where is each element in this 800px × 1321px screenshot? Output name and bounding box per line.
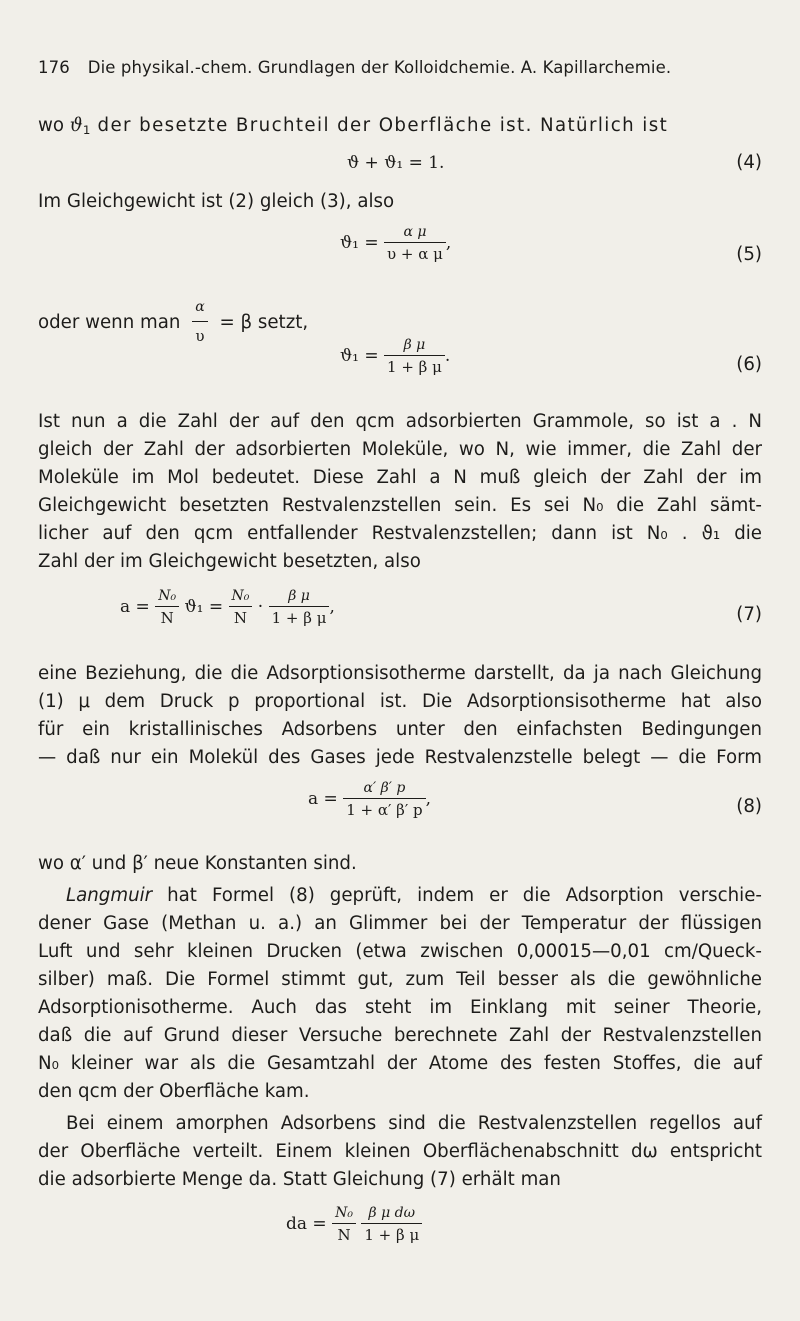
equation-4 — [347, 153, 444, 173]
text-line — [38, 884, 762, 908]
fraction — [229, 588, 253, 627]
text-line: die adsorbierte Menge da. Statt Gleichung (7) erhält man — [38, 1169, 561, 1190]
text-line — [38, 114, 762, 142]
denominator: 1 + α′ β′ p — [343, 798, 425, 819]
text-line: Adsorptionisotherme. Auch das steht im Einklang mit seiner Theorie, — [38, 997, 762, 1018]
numerator: β μ — [403, 337, 426, 353]
line-text: hat Formel (8) geprüft, indem er die Adsorption verschie- — [152, 885, 762, 906]
text-line: N₀ kleiner war als die Gesamtzahl der Atome des festen Stoffes, die auf — [38, 1053, 762, 1074]
equation-number: (6) — [736, 354, 762, 375]
text-line: (1) μ dem Druck p proportional ist. Die Adsorptionsisotherme hat also — [38, 691, 762, 712]
punctuation: , — [445, 233, 452, 253]
equation-5 — [340, 224, 451, 263]
page-number: 176 — [38, 58, 70, 77]
text-line: silber) maß. Die Formel stimmt gut, zum Teil besser als die gewöhnliche — [38, 969, 762, 990]
numerator: β μ — [288, 588, 310, 604]
text-line: eine Beziehung, die die Adsorptionsisotherme darstellt, da ja nach Gleichung — [38, 663, 762, 684]
text-line: der Oberfläche verteilt. Einem kleinen Oberflächenabschnitt dω entspricht — [38, 1141, 762, 1162]
equation-number: (5) — [736, 244, 762, 265]
line-text: oder wenn man — [38, 312, 181, 333]
text-line: Moleküle im Mol bedeutet. Diese Zahl a N muß gleich der Zahl der im — [38, 467, 762, 488]
equation-lhs: a = — [308, 789, 338, 809]
fraction — [332, 1205, 356, 1244]
text-line: Luft und sehr kleinen Drucken (etwa zwischen 0,00015—0,01 cm/Queck- — [38, 941, 762, 962]
equation-term: ϑ₁ = — [184, 597, 224, 617]
denominator: N — [332, 1223, 356, 1244]
equation-lhs: da = — [286, 1214, 327, 1234]
text-line: Ist nun a die Zahl der auf den qcm adsorbierten Grammole, so ist a . N — [38, 411, 762, 432]
inline-fraction — [192, 295, 207, 348]
equation-number: (8) — [736, 796, 762, 817]
denominator: 1 + β μ — [361, 1223, 422, 1244]
denominator: 1 + β μ — [269, 606, 330, 627]
text-line: Im Gleichgewicht ist (2) gleich (3), also — [38, 191, 395, 212]
author-name: Langmuir — [66, 885, 153, 906]
equation-lhs: a = — [120, 597, 150, 617]
fraction — [384, 224, 446, 263]
text-line: daß die auf Grund dieser Versuche berechnete Zahl der Restvalenzstellen — [38, 1025, 762, 1046]
running-header — [38, 58, 762, 77]
text-line: — daß nur ein Molekül des Gases jede Restvalenzstelle belegt — die Form — [38, 747, 762, 768]
punctuation: , — [425, 789, 432, 809]
punctuation: . — [444, 346, 451, 366]
equation-text: ϑ + ϑ₁ = 1. — [347, 153, 445, 173]
equation-8 — [308, 780, 431, 819]
numerator: α′ β′ p — [363, 780, 406, 796]
equation-lhs: ϑ₁ = — [340, 233, 379, 253]
text-line: Bei einem amorphen Adsorbens sind die Restvalenzstellen regellos auf — [66, 1113, 762, 1134]
equation-number: (4) — [736, 152, 762, 173]
numerator: α μ — [403, 224, 427, 240]
fraction — [192, 295, 207, 348]
fraction — [269, 588, 330, 627]
theta-symbol: ϑ — [69, 115, 83, 136]
denominator: υ — [192, 321, 207, 348]
text-line: licher auf den qcm entfallender Restvalenzstellen; dann ist N₀ . ϑ₁ die — [38, 523, 762, 544]
text-line: den qcm der Oberfläche kam. — [38, 1081, 310, 1102]
fraction — [384, 337, 445, 376]
line-text: der besetzte Bruchteil der Oberfläche ist. Natürlich ist — [90, 115, 669, 136]
denominator: N — [155, 606, 179, 627]
fraction — [155, 588, 179, 627]
operator: · — [257, 597, 264, 617]
denominator: 1 + β μ — [384, 355, 445, 376]
equation-lhs: ϑ₁ = — [340, 346, 379, 366]
denominator: υ + α μ — [384, 242, 446, 263]
numerator: N₀ — [335, 1205, 353, 1221]
equation-9 — [286, 1205, 422, 1244]
numerator: N₀ — [231, 588, 250, 604]
equation-7 — [120, 588, 335, 627]
numerator: N₀ — [158, 588, 177, 604]
text-line: Zahl der im Gleichgewicht besetzten, also — [38, 551, 421, 572]
text-line: gleich der Zahl der adsorbierten Moleküle, wo N, wie immer, die Zahl der — [38, 439, 762, 460]
running-title: Die physikal.-chem. Grundlagen der Kolloidchemie. A. Kapillarchemie. — [87, 58, 672, 77]
denominator: N — [229, 606, 253, 627]
line-text: wo — [38, 115, 70, 136]
equation-6 — [340, 337, 450, 376]
numerator: β μ dω — [368, 1205, 416, 1221]
line-text: = β setzt, — [219, 312, 309, 333]
equation-number: (7) — [736, 604, 762, 625]
text-line: Gleichgewicht besetzten Restvalenzstellen sein. Es sei N₀ die Zahl sämt- — [38, 495, 762, 516]
numerator: α — [195, 299, 205, 315]
subscript: 1 — [82, 122, 91, 137]
punctuation: , — [329, 597, 335, 617]
fraction — [343, 780, 425, 819]
text-line: dener Gase (Methan u. a.) an Glimmer bei der Temperatur der flüssigen — [38, 913, 762, 934]
fraction — [361, 1205, 422, 1244]
text-line: für ein kristallinisches Adsorbens unter den einfachsten Bedingungen — [38, 719, 762, 740]
text-line: wo α′ und β′ neue Konstanten sind. — [38, 853, 357, 874]
